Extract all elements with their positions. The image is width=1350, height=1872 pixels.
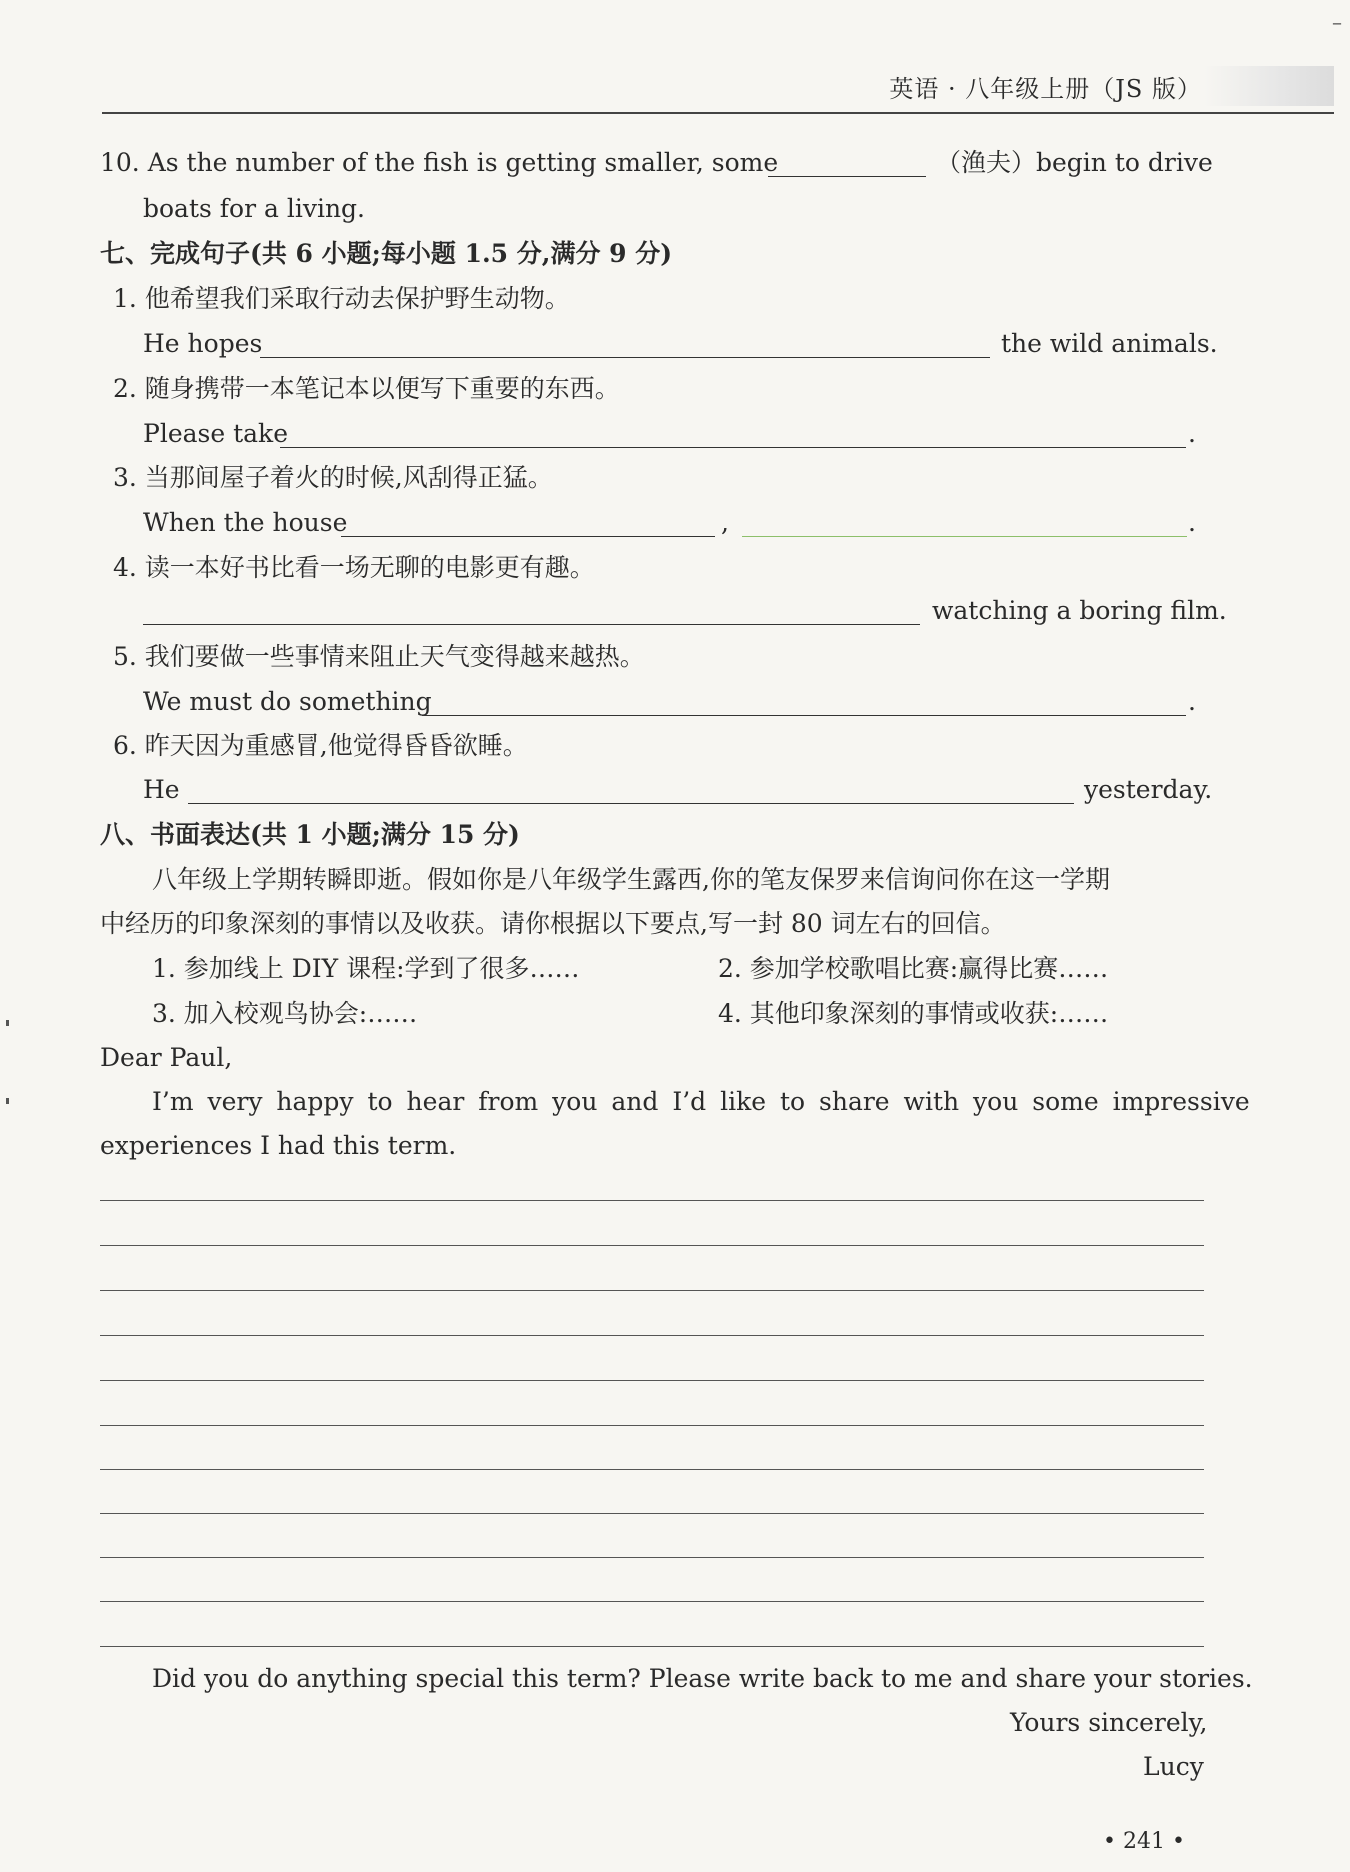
s7-item5-suffix: . [1188, 687, 1196, 716]
writing-line[interactable] [100, 1425, 1204, 1426]
letter-signature: Lucy [1143, 1752, 1204, 1781]
writing-line[interactable] [100, 1601, 1204, 1602]
corner-mark: – [1332, 10, 1342, 34]
s8-prompt-line1: 八年级上学期转瞬即逝。假如你是八年级学生露西,你的笔友保罗来信询问你在这一学期 [152, 865, 1110, 894]
margin-mark [6, 1098, 9, 1104]
s7-item4-cn: 4. 读一本好书比看一场无聊的电影更有趣。 [113, 553, 595, 582]
s8-point4: 4. 其他印象深刻的事情或收获:…… [718, 999, 1109, 1028]
writing-line[interactable] [100, 1513, 1204, 1514]
writing-line[interactable] [100, 1335, 1204, 1336]
writing-line[interactable] [100, 1200, 1204, 1201]
s7-item3-mid: , [721, 508, 729, 537]
s7-item2-cn: 2. 随身携带一本笔记本以便写下重要的东西。 [113, 374, 620, 403]
s7-item6-prefix: He [143, 775, 180, 804]
writing-line[interactable] [100, 1245, 1204, 1246]
s7-item1-cn: 1. 他希望我们采取行动去保护野生动物。 [113, 284, 570, 313]
section8-title: 八、书面表达(共 1 小题;满分 15 分) [100, 820, 520, 849]
q10-line1: 10. As the number of the fish is getting smaller, some [100, 148, 779, 177]
q10-hint: （渔夫）begin to drive [936, 148, 1213, 177]
s7-item3-blank2[interactable] [742, 536, 1187, 537]
s7-item3-cn: 3. 当那间屋子着火的时候,风刮得正猛。 [113, 463, 553, 492]
margin-mark [6, 1020, 9, 1026]
q10-blank[interactable] [768, 176, 926, 177]
header-shade [1204, 66, 1334, 106]
s7-item1-suffix: the wild animals. [1001, 329, 1218, 358]
s7-item3-prefix: When the house [143, 508, 348, 537]
header-title: 英语 · 八年级上册（JS 版） [889, 75, 1202, 103]
writing-line[interactable] [100, 1290, 1204, 1291]
s8-point2: 2. 参加学校歌唱比赛:赢得比赛…… [718, 954, 1109, 983]
letter-sign-off: Yours sincerely, [1010, 1708, 1208, 1737]
s7-item3-blank1[interactable] [341, 536, 715, 537]
writing-line[interactable] [100, 1380, 1204, 1381]
writing-line[interactable] [100, 1469, 1204, 1470]
s7-item6-suffix: yesterday. [1084, 775, 1213, 804]
s7-item6-blank[interactable] [188, 803, 1074, 804]
s8-point3: 3. 加入校观鸟协会:…… [152, 999, 418, 1028]
q10-line2: boats for a living. [143, 194, 365, 223]
s7-item4-suffix: watching a boring film. [932, 596, 1227, 625]
letter-closing-question: Did you do anything special this term? Please write back to me and share your stories. [152, 1664, 1253, 1693]
s7-item5-prefix: We must do something [143, 687, 432, 716]
s7-item5-blank[interactable] [422, 715, 1186, 716]
s8-prompt-line2: 中经历的印象深刻的事情以及收获。请你根据以下要点,写一封 80 词左右的回信。 [100, 909, 1006, 938]
s7-item4-blank[interactable] [143, 624, 920, 625]
letter-greeting: Dear Paul, [100, 1043, 233, 1072]
letter-body-line2: experiences I had this term. [100, 1131, 457, 1160]
s7-item3-suffix: . [1188, 508, 1196, 537]
letter-body-line1: I’m very happy to hear from you and I’d like to share with you some impressive [152, 1087, 1250, 1116]
s8-point1: 1. 参加线上 DIY 课程:学到了很多…… [152, 954, 580, 983]
s7-item5-cn: 5. 我们要做一些事情来阻止天气变得越来越热。 [113, 642, 645, 671]
s7-item6-cn: 6. 昨天因为重感冒,他觉得昏昏欲睡。 [113, 731, 528, 760]
s7-item2-suffix: . [1188, 419, 1196, 448]
page-number: • 241 • [1103, 1829, 1185, 1854]
writing-line[interactable] [100, 1646, 1204, 1647]
section7-title: 七、完成句子(共 6 小题;每小题 1.5 分,满分 9 分) [100, 239, 673, 268]
s7-item2-blank[interactable] [280, 447, 1186, 448]
s7-item1-prefix: He hopes [143, 329, 263, 358]
page-header [102, 62, 1334, 114]
s7-item1-blank[interactable] [260, 357, 990, 358]
writing-line[interactable] [100, 1557, 1204, 1558]
s7-item2-prefix: Please take [143, 419, 288, 448]
